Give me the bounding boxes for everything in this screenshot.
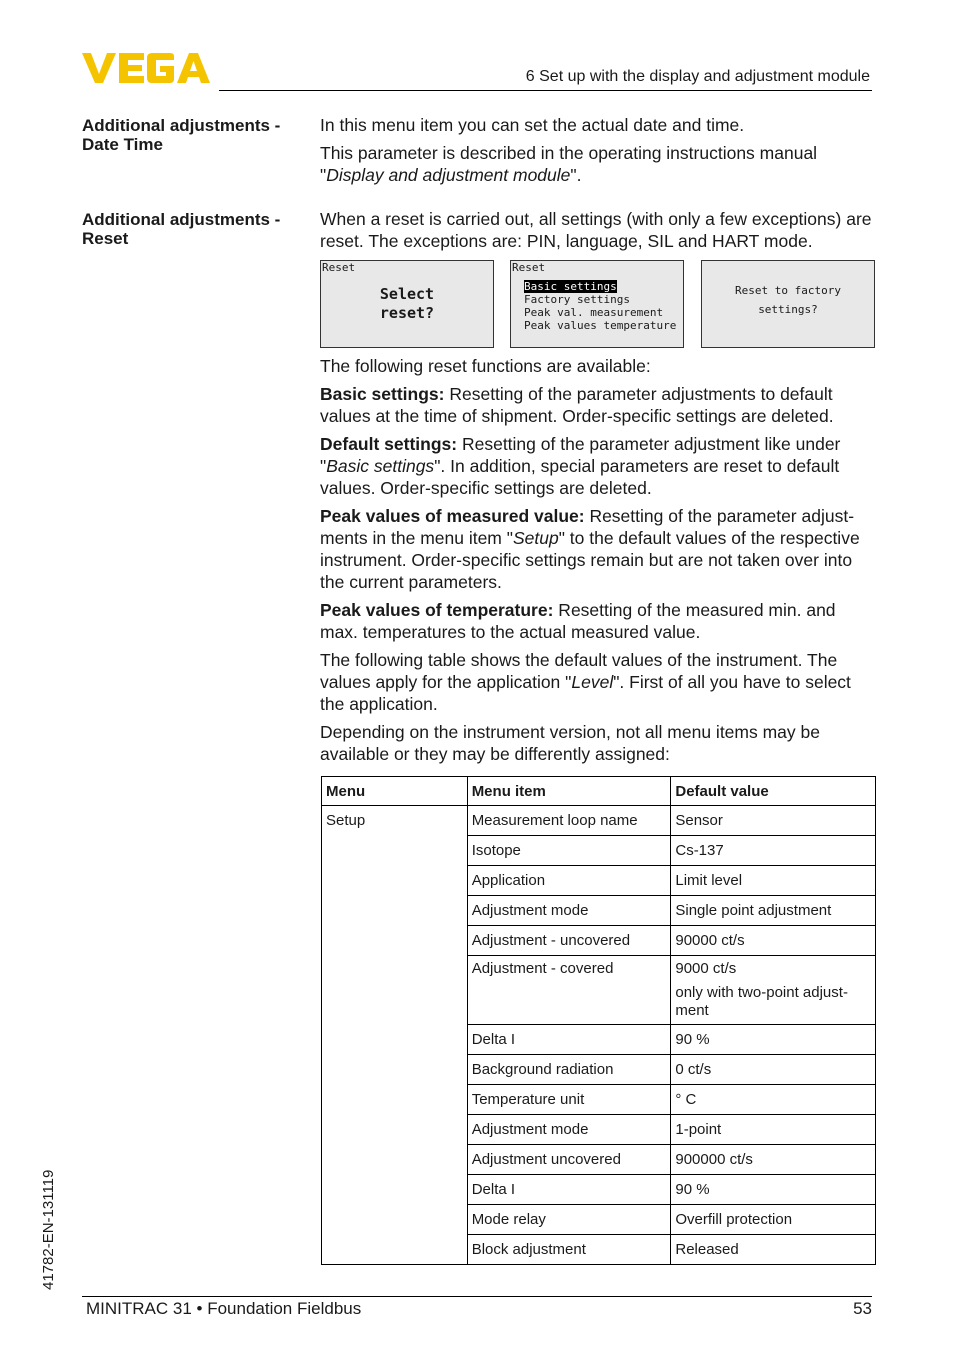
menu-item-cell: Adjustment mode: [467, 896, 671, 926]
default-value-cell: Single point adjustment: [671, 896, 876, 926]
menu-item-cell: Adjustment mode: [467, 1115, 671, 1145]
screen-menu-item: Peak values temperature: [524, 319, 677, 332]
screen-text-line1: Select: [379, 285, 435, 303]
default-value-cell: 0 ct/s: [671, 1055, 876, 1085]
reset-available-text: The following reset functions are available:: [320, 356, 651, 376]
menu-item-cell: Adjustment - uncovered: [467, 926, 671, 956]
table-intro-para: The following table shows the default values of the instrument. The values apply for the application "Level". First of all you have to select the application.: [320, 650, 851, 714]
footer-product: MINITRAC 31 • Foundation Fieldbus: [86, 1299, 362, 1318]
header-divider: [219, 90, 872, 91]
screen-menu-item-selected: Basic settings: [524, 280, 617, 293]
date-time-heading: Additional adjustments - Date Time: [82, 116, 281, 154]
document-id: 41782-EN-131119: [40, 1169, 57, 1290]
version-note-para: Depending on the instrument version, not all menu items may be available or they may be differently assigned:: [320, 722, 820, 764]
default-value-cell: 90 %: [671, 1025, 876, 1055]
screen-menu-list: [524, 280, 676, 332]
page-number: 53: [853, 1299, 872, 1318]
column-header-menu-item: Menu item: [467, 777, 671, 806]
date-time-reference: This parameter is described in the operating instructions manual "Display and adjustment module".: [320, 143, 818, 185]
default-value-cell: 1-point: [671, 1115, 876, 1145]
peak-temperature-para: Peak values of temperature: Resetting of the measured min. and max. temperatures to the actual measured value.: [320, 600, 836, 642]
menu-cell: Setup: [322, 806, 468, 1265]
menu-item-cell: Application: [467, 866, 671, 896]
basic-settings-para: Basic settings: Resetting of the parameter adjustments to default values at the time of shipment. Order-specific settings are deleted.: [320, 384, 834, 426]
display-screen-select-reset: [320, 260, 494, 348]
default-settings-para: Default settings: Resetting of the parameter adjustment like under "Basic settings". In addition, special parameters are reset to default values. Order-specific settings are deleted.: [320, 434, 841, 498]
column-header-menu: Menu: [322, 777, 468, 806]
screen-title: Reset: [512, 261, 546, 274]
screen-text-line2: settings?: [758, 303, 818, 316]
reset-intro: When a reset is carried out, all settings (with only a few exceptions) are reset. The exceptions are: PIN, language, SIL and HART mode.: [320, 209, 872, 251]
default-value-cell: Cs-137: [671, 836, 876, 866]
menu-item-cell: Temperature unit: [467, 1085, 671, 1115]
display-screen-reset-menu: [510, 260, 684, 348]
default-value-note: only with two-point adjust-ment: [675, 984, 848, 1019]
default-value-cell: 90000 ct/s: [671, 926, 876, 956]
reset-functions-body: [320, 355, 876, 771]
menu-item-cell: Background radiation: [467, 1055, 671, 1085]
footer-divider: [82, 1296, 872, 1297]
menu-item-cell: Block adjustment: [467, 1235, 671, 1265]
menu-item-cell: Mode relay: [467, 1205, 671, 1235]
default-value-cell: Limit level: [671, 866, 876, 896]
screen-title: Reset: [322, 261, 356, 274]
peak-measured-para: Peak values of measured value: Resetting of the parameter adjust-ments in the menu item "Setup" to the default values of the respective instrument. Order-specific settings remain but are not taken over into the current parameters.: [320, 506, 860, 592]
default-value-cell: ° C: [671, 1085, 876, 1115]
date-time-body: [320, 114, 876, 192]
default-value-cell: Released: [671, 1235, 876, 1265]
menu-item-cell: Measurement loop name: [467, 806, 671, 836]
section-header: 6 Set up with the display and adjustment module: [525, 68, 870, 85]
date-time-text: In this menu item you can set the actual date and time.: [320, 115, 745, 135]
screen-text-line2: reset?: [379, 304, 435, 322]
display-screen-factory-reset: [701, 260, 875, 348]
screen-text-line1: Reset to factory: [735, 284, 841, 297]
screen-menu-item: Peak val. measurement: [524, 306, 664, 319]
screen-question: [702, 281, 874, 319]
default-value-cell: Overfill protection: [671, 1205, 876, 1235]
default-value-text: 9000 ct/s: [675, 960, 737, 977]
menu-item-cell: Adjustment uncovered: [467, 1145, 671, 1175]
table-row: [322, 806, 876, 836]
menu-item-cell: Delta I: [467, 1175, 671, 1205]
menu-item-cell: Isotope: [467, 836, 671, 866]
menu-item-cell: Delta I: [467, 1025, 671, 1055]
default-value-cell: Sensor: [671, 806, 876, 836]
screen-menu-item: Factory settings: [524, 293, 630, 306]
vega-logo: [82, 52, 212, 84]
default-value-cell: [671, 956, 876, 1025]
default-values-table: [321, 776, 876, 1265]
menu-item-cell: Adjustment - covered: [467, 956, 671, 1025]
column-header-default-value: Default value: [671, 777, 876, 806]
table-header-row: [322, 777, 876, 806]
reset-heading: Additional adjustments - Reset: [82, 210, 281, 248]
default-value-cell: 90 %: [671, 1175, 876, 1205]
default-value-cell: 900000 ct/s: [671, 1145, 876, 1175]
